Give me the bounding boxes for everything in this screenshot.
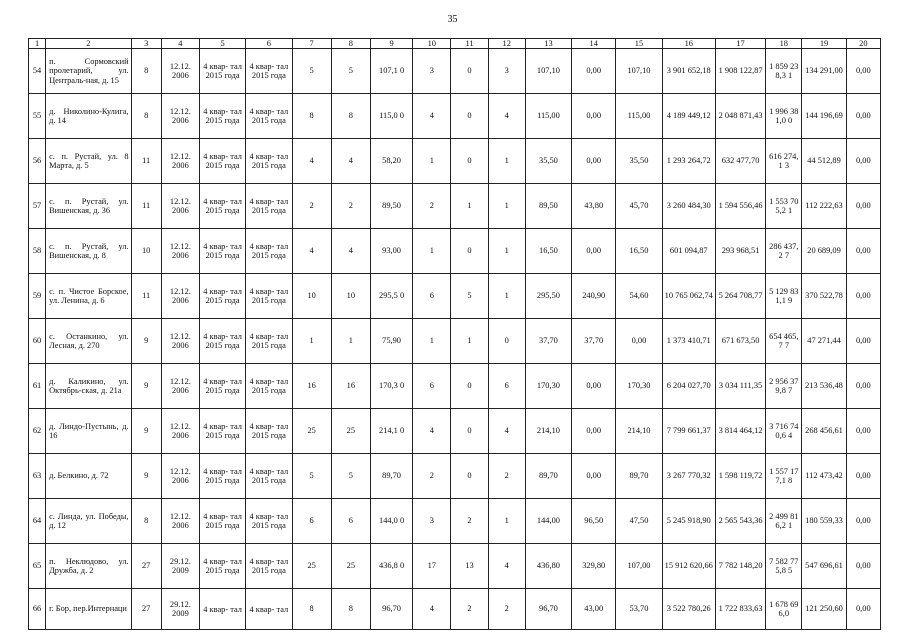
col15-cell: 107,00 (616, 544, 662, 589)
row-number: 65 (29, 544, 46, 589)
cost-total-cell: 3 901 652,18 (662, 49, 715, 94)
date-cell: 12.12. 2006 (161, 364, 199, 409)
col7-cell: 10 (292, 274, 331, 319)
col14-cell: 240,90 (572, 274, 616, 319)
col14-cell: 37,70 (572, 319, 616, 364)
col14-cell: 0,00 (572, 364, 616, 409)
col15-cell: 89,70 (616, 454, 662, 499)
col3-cell: 8 (131, 499, 161, 544)
col10-cell: 3 (413, 499, 451, 544)
col14-cell: 96,50 (572, 499, 616, 544)
cost-part2-cell: 1 553 705,2 1 (766, 184, 802, 229)
quarter-end-cell: 4 квар- тал 2015 года (246, 499, 292, 544)
col15-cell: 45,70 (616, 184, 662, 229)
date-cell: 12.12. 2006 (161, 454, 199, 499)
quarter-end-cell: 4 квар- тал 2015 года (246, 49, 292, 94)
column-header-3: 3 (131, 39, 161, 49)
row-number: 59 (29, 274, 46, 319)
date-cell: 12.12. 2006 (161, 319, 199, 364)
col20-cell: 0,00 (846, 139, 880, 184)
column-header-6: 6 (246, 39, 292, 49)
row-number: 63 (29, 454, 46, 499)
address-cell: с. п. Чистое Борское, ул. Ленина, д. 6 (46, 274, 132, 319)
cost-part2-cell: 2 956 379,8 7 (766, 364, 802, 409)
col11-cell: 0 (451, 229, 488, 274)
row-number: 55 (29, 94, 46, 139)
date-cell: 12.12. 2006 (161, 229, 199, 274)
date-cell: 12.12. 2006 (161, 274, 199, 319)
cost-part2-cell: 1 859 238,3 1 (766, 49, 802, 94)
cost-total-cell: 3 522 780,26 (662, 589, 715, 630)
quarter-end-cell: 4 квар- тал 2015 года (246, 544, 292, 589)
col14-cell: 43,80 (572, 184, 616, 229)
col13-cell: 89,50 (525, 184, 571, 229)
col13-cell: 35,50 (525, 139, 571, 184)
cost-part-cell: 1 598 119,72 (715, 454, 765, 499)
col3-cell: 11 (131, 274, 161, 319)
col11-cell: 0 (451, 454, 488, 499)
col20-cell: 0,00 (846, 184, 880, 229)
col7-cell: 1 (292, 319, 331, 364)
col10-cell: 4 (413, 94, 451, 139)
col10-cell: 3 (413, 49, 451, 94)
col11-cell: 0 (451, 364, 488, 409)
date-cell: 12.12. 2006 (161, 184, 199, 229)
address-cell: д. Линдо-Пустынь, д. 16 (46, 409, 132, 454)
cost-part2-cell: 5 129 831,1 9 (766, 274, 802, 319)
col13-cell: 37,70 (525, 319, 571, 364)
col20-cell: 0,00 (846, 409, 880, 454)
col20-cell: 0,00 (846, 274, 880, 319)
table-row (29, 589, 881, 630)
cost-total-cell: 3 267 770,32 (662, 454, 715, 499)
address-cell: д. Каликино, ул. Октябрь-ская, д. 21а (46, 364, 132, 409)
col11-cell: 2 (451, 589, 488, 630)
col8-cell: 25 (331, 409, 370, 454)
cost-part-cell: 1 722 833,63 (715, 589, 765, 630)
address-cell: с. п. Рустай, ул. 8 Марта, д. 5 (46, 139, 132, 184)
address-cell: с. п. Рустай, ул. Вишенская, д. 36 (46, 184, 132, 229)
quarter-end-cell: 4 квар- тал 2015 года (246, 364, 292, 409)
col12-cell: 1 (488, 499, 525, 544)
col10-cell: 4 (413, 589, 451, 630)
cost-total-cell: 1 293 264,72 (662, 139, 715, 184)
cost-total-cell: 3 260 484,30 (662, 184, 715, 229)
col20-cell: 0,00 (846, 229, 880, 274)
quarter-start-cell: 4 квар- тал 2015 года (199, 364, 245, 409)
cost-part-cell: 5 264 708,77 (715, 274, 765, 319)
col11-cell: 0 (451, 94, 488, 139)
table-row (29, 544, 881, 589)
col7-cell: 4 (292, 139, 331, 184)
col12-cell: 1 (488, 274, 525, 319)
column-header-18: 18 (766, 39, 802, 49)
col8-cell: 5 (331, 49, 370, 94)
column-header-15: 15 (616, 39, 662, 49)
col7-cell: 16 (292, 364, 331, 409)
column-header-2: 2 (46, 39, 132, 49)
table-row (29, 319, 881, 364)
column-header-8: 8 (331, 39, 370, 49)
quarter-end-cell: 4 квар- тал 2015 года (246, 229, 292, 274)
col20-cell: 0,00 (846, 49, 880, 94)
col19-cell: 370 522,78 (802, 274, 846, 319)
col3-cell: 27 (131, 589, 161, 630)
col13-cell: 144,00 (525, 499, 571, 544)
col19-cell: 112 473,42 (802, 454, 846, 499)
cost-total-cell: 15 912 620,66 (662, 544, 715, 589)
date-cell: 12.12. 2006 (161, 139, 199, 184)
cost-total-cell: 7 799 661,37 (662, 409, 715, 454)
column-number-row (29, 39, 881, 49)
table-row (29, 364, 881, 409)
col19-cell: 134 291,00 (802, 49, 846, 94)
quarter-end-cell: 4 квар- тал 2015 года (246, 94, 292, 139)
col20-cell: 0,00 (846, 589, 880, 630)
area-cell: 93,00 (370, 229, 412, 274)
col8-cell: 8 (331, 589, 370, 630)
cost-total-cell: 601 094,87 (662, 229, 715, 274)
table-row (29, 139, 881, 184)
col8-cell: 8 (331, 94, 370, 139)
col7-cell: 6 (292, 499, 331, 544)
col15-cell: 47,50 (616, 499, 662, 544)
cost-total-cell: 1 373 410,71 (662, 319, 715, 364)
col13-cell: 96,70 (525, 589, 571, 630)
quarter-end-cell: 4 квар- тал 2015 года (246, 274, 292, 319)
col15-cell: 115,00 (616, 94, 662, 139)
quarter-end-cell: 4 квар- тал 2015 года (246, 184, 292, 229)
col10-cell: 4 (413, 409, 451, 454)
quarter-start-cell: 4 квар- тал (199, 589, 245, 630)
table-row (29, 94, 881, 139)
col12-cell: 1 (488, 184, 525, 229)
cost-part-cell: 293 968,51 (715, 229, 765, 274)
col12-cell: 3 (488, 49, 525, 94)
area-cell: 436,8 0 (370, 544, 412, 589)
col8-cell: 5 (331, 454, 370, 499)
col15-cell: 16,50 (616, 229, 662, 274)
col13-cell: 436,80 (525, 544, 571, 589)
area-cell: 115,0 0 (370, 94, 412, 139)
cost-total-cell: 10 765 062,74 (662, 274, 715, 319)
col10-cell: 17 (413, 544, 451, 589)
col12-cell: 1 (488, 139, 525, 184)
col7-cell: 2 (292, 184, 331, 229)
col13-cell: 89,70 (525, 454, 571, 499)
col3-cell: 10 (131, 229, 161, 274)
address-cell: д. Николино-Кулига, д. 14 (46, 94, 132, 139)
col7-cell: 8 (292, 94, 331, 139)
col15-cell: 35,50 (616, 139, 662, 184)
cost-part-cell: 7 782 148,20 (715, 544, 765, 589)
address-cell: с. Останкино, ул. Лесная, д. 270 (46, 319, 132, 364)
col8-cell: 25 (331, 544, 370, 589)
col14-cell: 0,00 (572, 139, 616, 184)
date-cell: 12.12. 2006 (161, 94, 199, 139)
col10-cell: 1 (413, 319, 451, 364)
area-cell: 89,70 (370, 454, 412, 499)
column-header-14: 14 (572, 39, 616, 49)
col14-cell: 0,00 (572, 454, 616, 499)
area-cell: 295,5 0 (370, 274, 412, 319)
row-number: 58 (29, 229, 46, 274)
cost-total-cell: 5 245 918,90 (662, 499, 715, 544)
table-row (29, 274, 881, 319)
col8-cell: 1 (331, 319, 370, 364)
row-number: 57 (29, 184, 46, 229)
col7-cell: 8 (292, 589, 331, 630)
col7-cell: 5 (292, 49, 331, 94)
col12-cell: 4 (488, 94, 525, 139)
col11-cell: 13 (451, 544, 488, 589)
quarter-end-cell: 4 квар- тал 2015 года (246, 409, 292, 454)
col12-cell: 0 (488, 319, 525, 364)
quarter-start-cell: 4 квар- тал 2015 года (199, 544, 245, 589)
col10-cell: 2 (413, 184, 451, 229)
col7-cell: 5 (292, 454, 331, 499)
col7-cell: 25 (292, 409, 331, 454)
date-cell: 12.12. 2006 (161, 49, 199, 94)
col14-cell: 43,00 (572, 589, 616, 630)
page-number: 35 (447, 14, 458, 25)
col19-cell: 144 196,69 (802, 94, 846, 139)
col12-cell: 2 (488, 589, 525, 630)
col3-cell: 9 (131, 454, 161, 499)
area-cell: 75,90 (370, 319, 412, 364)
quarter-start-cell: 4 квар- тал 2015 года (199, 274, 245, 319)
row-number: 54 (29, 49, 46, 94)
col13-cell: 214,10 (525, 409, 571, 454)
col3-cell: 27 (131, 544, 161, 589)
quarter-start-cell: 4 квар- тал 2015 года (199, 94, 245, 139)
col20-cell: 0,00 (846, 94, 880, 139)
table-row (29, 49, 881, 94)
table-body (29, 49, 881, 630)
area-cell: 214,1 0 (370, 409, 412, 454)
col13-cell: 107,10 (525, 49, 571, 94)
cost-part-cell: 3 814 464,12 (715, 409, 765, 454)
cost-part2-cell: 654 465,7 7 (766, 319, 802, 364)
col3-cell: 8 (131, 49, 161, 94)
col7-cell: 4 (292, 229, 331, 274)
column-header-1: 1 (29, 39, 46, 49)
col14-cell: 0,00 (572, 94, 616, 139)
column-header-17: 17 (715, 39, 765, 49)
col3-cell: 11 (131, 184, 161, 229)
quarter-end-cell: 4 квар- тал 2015 года (246, 139, 292, 184)
col10-cell: 6 (413, 274, 451, 319)
col14-cell: 0,00 (572, 409, 616, 454)
col13-cell: 170,30 (525, 364, 571, 409)
col8-cell: 4 (331, 139, 370, 184)
col15-cell: 54,60 (616, 274, 662, 319)
col3-cell: 8 (131, 94, 161, 139)
quarter-end-cell: 4 квар- тал 2015 года (246, 319, 292, 364)
col11-cell: 2 (451, 499, 488, 544)
table-row (29, 499, 881, 544)
column-header-13: 13 (525, 39, 571, 49)
col19-cell: 268 456,61 (802, 409, 846, 454)
quarter-start-cell: 4 квар- тал 2015 года (199, 139, 245, 184)
col15-cell: 0,00 (616, 319, 662, 364)
address-cell: п. Сормовский пролетарий, ул. Централь-ная, д. 15 (46, 49, 132, 94)
cost-part2-cell: 3 716 740,6 4 (766, 409, 802, 454)
column-header-5: 5 (199, 39, 245, 49)
col12-cell: 1 (488, 229, 525, 274)
col20-cell: 0,00 (846, 454, 880, 499)
col8-cell: 16 (331, 364, 370, 409)
column-header-19: 19 (802, 39, 846, 49)
column-header-11: 11 (451, 39, 488, 49)
col11-cell: 0 (451, 139, 488, 184)
col11-cell: 1 (451, 184, 488, 229)
quarter-start-cell: 4 квар- тал 2015 года (199, 319, 245, 364)
col20-cell: 0,00 (846, 319, 880, 364)
col14-cell: 0,00 (572, 49, 616, 94)
col14-cell: 329,80 (572, 544, 616, 589)
col20-cell: 0,00 (846, 499, 880, 544)
quarter-start-cell: 4 квар- тал 2015 года (199, 409, 245, 454)
area-cell: 96,70 (370, 589, 412, 630)
col19-cell: 121 250,60 (802, 589, 846, 630)
col20-cell: 0,00 (846, 364, 880, 409)
col3-cell: 9 (131, 364, 161, 409)
col7-cell: 25 (292, 544, 331, 589)
area-cell: 89,50 (370, 184, 412, 229)
col15-cell: 107,10 (616, 49, 662, 94)
area-cell: 144,0 0 (370, 499, 412, 544)
column-header-4: 4 (161, 39, 199, 49)
cost-part-cell: 3 034 111,35 (715, 364, 765, 409)
col19-cell: 547 696,61 (802, 544, 846, 589)
date-cell: 29.12. 2009 (161, 589, 199, 630)
address-cell: г. Бор, пер.Интернаци (46, 589, 132, 630)
col11-cell: 1 (451, 319, 488, 364)
col19-cell: 44 512,89 (802, 139, 846, 184)
cost-part-cell: 2 048 871,43 (715, 94, 765, 139)
date-cell: 29.12. 2009 (161, 544, 199, 589)
row-number: 61 (29, 364, 46, 409)
table-row (29, 409, 881, 454)
cost-part2-cell: 286 437,2 7 (766, 229, 802, 274)
cost-part2-cell: 2 499 816,2 1 (766, 499, 802, 544)
area-cell: 170,3 0 (370, 364, 412, 409)
col11-cell: 5 (451, 274, 488, 319)
col20-cell: 0,00 (846, 544, 880, 589)
col13-cell: 115,00 (525, 94, 571, 139)
col3-cell: 11 (131, 139, 161, 184)
col3-cell: 9 (131, 319, 161, 364)
cost-total-cell: 4 189 449,12 (662, 94, 715, 139)
date-cell: 12.12. 2006 (161, 409, 199, 454)
cost-part-cell: 2 565 543,36 (715, 499, 765, 544)
area-cell: 107,1 0 (370, 49, 412, 94)
cost-part2-cell: 1 996 381,0 0 (766, 94, 802, 139)
quarter-end-cell: 4 квар- тал (246, 589, 292, 630)
cost-part-cell: 1 594 556,46 (715, 184, 765, 229)
address-cell: п. Неклюдово, ул. Дружба, д. 2 (46, 544, 132, 589)
col8-cell: 2 (331, 184, 370, 229)
row-number: 64 (29, 499, 46, 544)
col19-cell: 112 222,63 (802, 184, 846, 229)
cost-part-cell: 632 477,70 (715, 139, 765, 184)
cost-total-cell: 6 204 027,70 (662, 364, 715, 409)
quarter-start-cell: 4 квар- тал 2015 года (199, 454, 245, 499)
col11-cell: 0 (451, 409, 488, 454)
col12-cell: 4 (488, 409, 525, 454)
col12-cell: 6 (488, 364, 525, 409)
col11-cell: 0 (451, 49, 488, 94)
col10-cell: 1 (413, 229, 451, 274)
col10-cell: 6 (413, 364, 451, 409)
column-header-12: 12 (488, 39, 525, 49)
row-number: 62 (29, 409, 46, 454)
col15-cell: 53,70 (616, 589, 662, 630)
table-row (29, 229, 881, 274)
col13-cell: 16,50 (525, 229, 571, 274)
column-header-10: 10 (413, 39, 451, 49)
col19-cell: 180 559,33 (802, 499, 846, 544)
date-cell: 12.12. 2006 (161, 499, 199, 544)
address-cell: д. Белкино, д. 72 (46, 454, 132, 499)
cost-part2-cell: 616 274,1 3 (766, 139, 802, 184)
column-header-9: 9 (370, 39, 412, 49)
col10-cell: 1 (413, 139, 451, 184)
col8-cell: 4 (331, 229, 370, 274)
cost-part-cell: 1 908 122,87 (715, 49, 765, 94)
cost-part2-cell: 1 557 177,1 8 (766, 454, 802, 499)
col3-cell: 9 (131, 409, 161, 454)
row-number: 60 (29, 319, 46, 364)
cost-part2-cell: 7 582 775,8 5 (766, 544, 802, 589)
col10-cell: 2 (413, 454, 451, 499)
col19-cell: 47 271,44 (802, 319, 846, 364)
column-header-7: 7 (292, 39, 331, 49)
column-header-16: 16 (662, 39, 715, 49)
column-header-20: 20 (846, 39, 880, 49)
table-row (29, 184, 881, 229)
address-cell: с. Линда, ул. Победы, д. 12 (46, 499, 132, 544)
address-cell: с. п. Рустай, ул. Вишенская, д. 8 (46, 229, 132, 274)
col13-cell: 295,50 (525, 274, 571, 319)
col15-cell: 170,30 (616, 364, 662, 409)
col12-cell: 2 (488, 454, 525, 499)
quarter-end-cell: 4 квар- тал 2015 года (246, 454, 292, 499)
quarter-start-cell: 4 квар- тал 2015 года (199, 184, 245, 229)
area-cell: 58,20 (370, 139, 412, 184)
col19-cell: 20 689,09 (802, 229, 846, 274)
row-number: 56 (29, 139, 46, 184)
quarter-start-cell: 4 квар- тал 2015 года (199, 49, 245, 94)
col19-cell: 213 536,48 (802, 364, 846, 409)
col15-cell: 214,10 (616, 409, 662, 454)
table-row (29, 454, 881, 499)
cost-part2-cell: 1 678 696,0 (766, 589, 802, 630)
housing-register-table (28, 38, 881, 630)
quarter-start-cell: 4 квар- тал 2015 года (199, 229, 245, 274)
col8-cell: 10 (331, 274, 370, 319)
row-number: 66 (29, 589, 46, 630)
col8-cell: 6 (331, 499, 370, 544)
col14-cell: 0,00 (572, 229, 616, 274)
cost-part-cell: 671 673,50 (715, 319, 765, 364)
col12-cell: 4 (488, 544, 525, 589)
quarter-start-cell: 4 квар- тал 2015 года (199, 499, 245, 544)
